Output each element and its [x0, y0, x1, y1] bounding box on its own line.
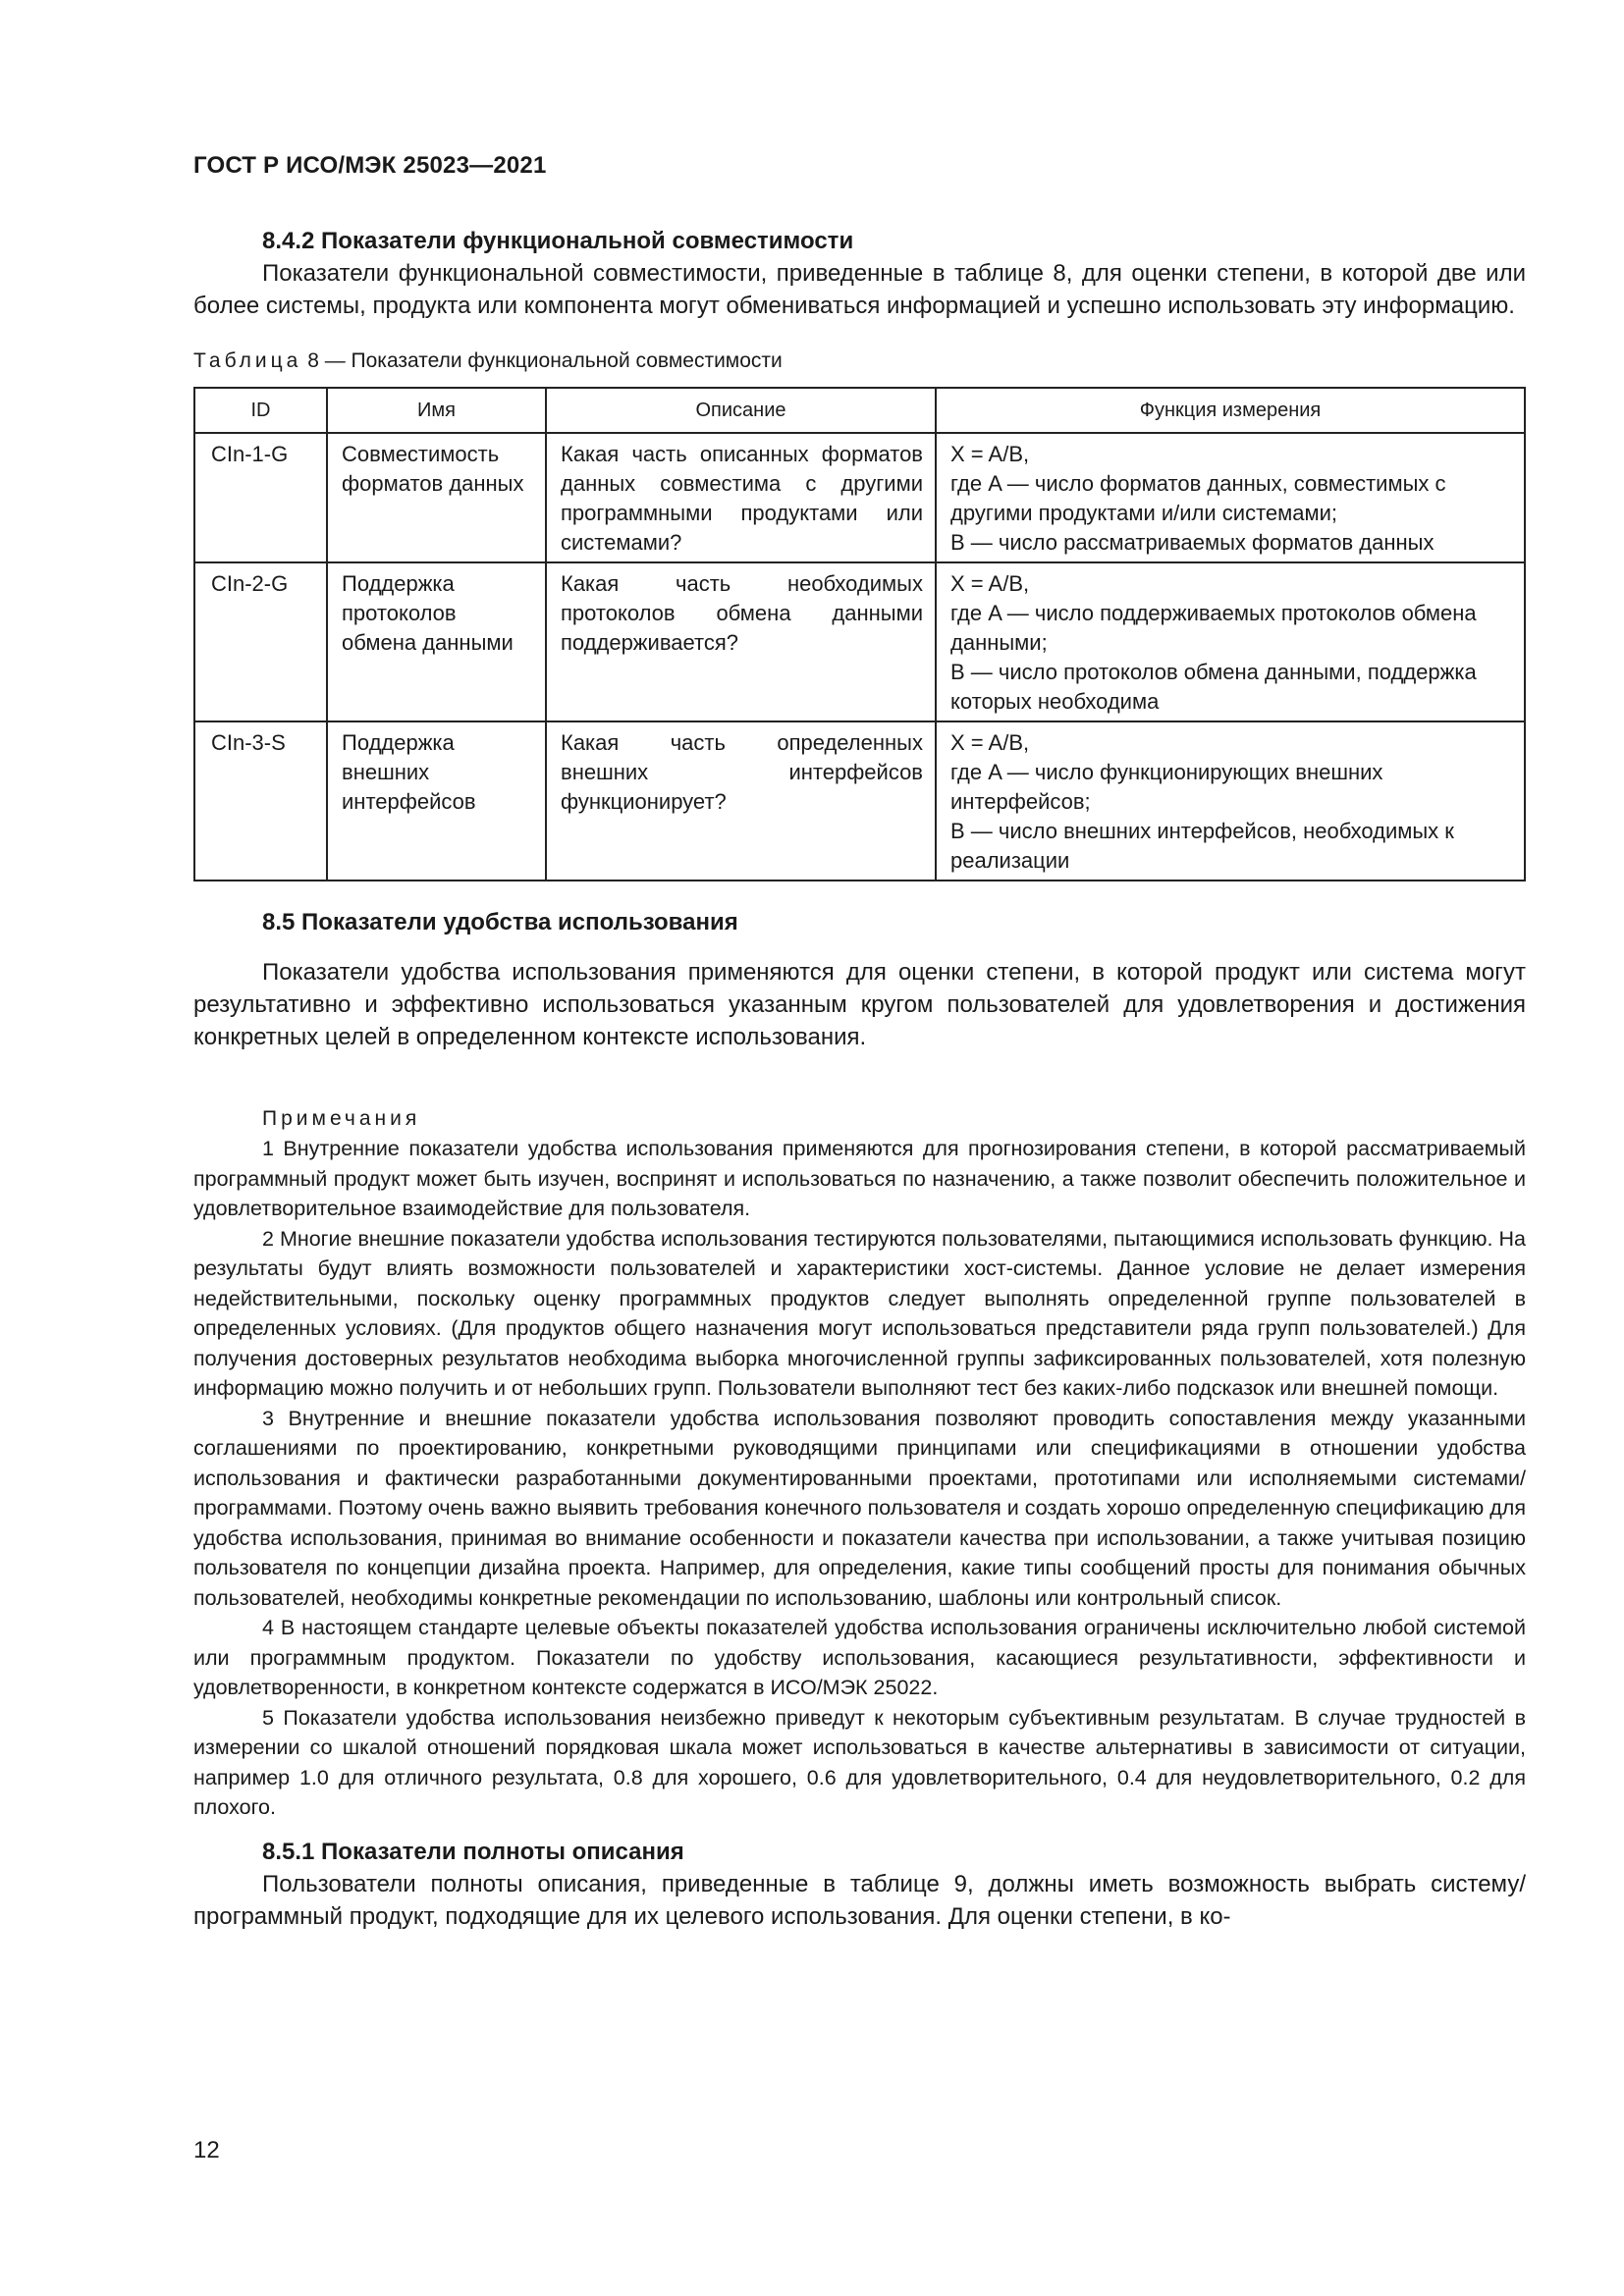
note-item: 1 Внутренние показатели удобства использования применяются для прогнозирования степени, в которой рассматриваемый программный продукт может быть изучен, воспринят и использоваться по назначению, а также позволит обеспечить положительное и удовлетворительное взаимодействие для пользователя.	[193, 1137, 1526, 1220]
cell-description: Какая часть необходимых протоколов обмена данными поддерживается?	[546, 562, 936, 721]
function-line: B — число внешних интерфейсов, необходимых к реализации	[950, 819, 1454, 873]
function-line: B — число рассматриваемых форматов данных	[950, 530, 1435, 555]
section-8-5-1-title: 8.5.1 Показатели полноты описания	[262, 1838, 684, 1865]
column-header-description: Описание	[546, 388, 936, 433]
cell-name: Поддержка протоколов обмена данными	[327, 562, 546, 721]
table-caption-text: 8 — Показатели функциональной совместимости	[307, 349, 783, 372]
spacer	[193, 1823, 1526, 1837]
table-row	[194, 562, 1525, 721]
function-line: B — число протоколов обмена данными, поддержка которых необходима	[950, 660, 1477, 714]
table-header-row	[194, 388, 1525, 433]
note-item: 2 Многие внешние показатели удобства использования тестируются пользователями, пытающимися использовать функцию. На результаты будут влиять возможности пользователей и характеристики хост-системы. Данное условие не делает измерения недействительными, поскольку оценку программных продуктов следует выполнять определенной группе пользователей в определенных условиях. (Для продуктов общего назначения могут использоваться представители ряда групп пользователей.) Для получения достоверных результатов необходима выборка многочисленной группы зафиксированных пользователей, хотя полезную информацию можно получить и от небольших групп. Пользователи выполняют тест без каких-либо подсказок или внешней помощи.	[193, 1226, 1526, 1400]
column-header-name: Имя	[327, 388, 546, 433]
cell-description: Какая часть описанных форматов данных совместима с другими программными продуктами или системами?	[546, 433, 936, 562]
note-item: 3 Внутренние и внешние показатели удобства использования позволяют проводить сопоставления между указанными соглашениями по проектированию, конкретными руководящими принципами или спецификациями в отношении удобства использования и фактически разработанными документированными проектами, прототипами или исполняемыми системами/программами. Поэтому очень важно выявить требования конечного пользователя и создать хорошо определенную спецификацию для удобства использования, принимая во внимание особенности и показатели качества при использовании, а также учитывая позицию пользователя по концепции дизайна проекта. Например, для определения, какие типы сообщений просты для понимания обычных пользователей, необходимы конкретные рекомендации по использованию, шаблоны или контрольный список.	[193, 1406, 1526, 1610]
cell-function	[936, 721, 1525, 881]
section-8-4-2-paragraph: Показатели функциональной совместимости, приведенные в таблице 8, для оценки степени, в которой две или более системы, продукта или компонента могут обмениваться информацией и успешно использовать эту информацию.	[193, 260, 1526, 319]
function-line: X = A/B,	[950, 442, 1030, 466]
spacer	[193, 938, 1526, 956]
function-line: X = A/B,	[950, 730, 1030, 755]
section-8-5-1-paragraph: Пользователи полноты описания, приведенные в таблице 9, должны иметь возможность выбрать систему/программный продукт, подходящие для их целевого использования. Для оценки степени, в ко-	[193, 1870, 1526, 1930]
section-8-4-2-title: 8.4.2 Показатели функциональной совместимости	[262, 228, 854, 254]
function-line: где A — число поддерживаемых протоколов обмена данными;	[950, 601, 1477, 655]
function-line: где A — число форматов данных, совместимых с другими продуктами и/или системами;	[950, 471, 1446, 525]
table-row	[194, 721, 1525, 881]
document-code-header: ГОСТ Р ИСО/МЭК 25023—2021	[193, 152, 547, 179]
column-header-id: ID	[194, 388, 327, 433]
cell-id: CIn-1-G	[194, 433, 327, 562]
cell-name: Поддержка внешних интерфейсов	[327, 721, 546, 881]
function-line: где A — число функционирующих внешних интерфейсов;	[950, 760, 1383, 814]
cell-id: CIn-3-S	[194, 721, 327, 881]
table-8-interoperability-metrics	[193, 387, 1526, 881]
cell-function	[936, 562, 1525, 721]
note-item: 4 В настоящем стандарте целевые объекты показателей удобства использования ограничены исключительно любой системой или программным продуктом. Показатели по удобству использования, касающиеся результативности, эффективности и удовлетворенности, в конкретном контексте содержатся в ИСО/МЭК 25022.	[193, 1616, 1526, 1699]
cell-name: Совместимость форматов данных	[327, 433, 546, 562]
section-8-5-paragraph: Показатели удобства использования применяются для оценки степени, в которой продукт или система могут результативно и эффективно использоваться указанным кругом пользователей для удовлетворения и достижения конкретных целей в определенном контексте использования.	[193, 959, 1526, 1050]
spacer	[193, 881, 1526, 907]
note-item: 5 Показатели удобства использования неизбежно приведут к некоторым субъективным результатам. В случае трудностей в измерении со шкалой отношений порядковая шкала может использоваться в качестве альтернативы в зависимости от ситуации, например 1.0 для отличного результата, 0.8 для хорошего, 0.6 для удовлетворительного, 0.4 для неудовлетворительного, 0.2 для плохого.	[193, 1705, 1526, 1819]
section-8-5-title: 8.5 Показатели удобства использования	[262, 909, 738, 935]
function-line: X = A/B,	[950, 571, 1030, 596]
table-8-caption	[193, 347, 1526, 375]
cell-function	[936, 433, 1525, 562]
cell-description: Какая часть определенных внешних интерфейсов функционирует?	[546, 721, 936, 881]
page-number: 12	[193, 2137, 220, 2163]
column-header-function: Функция измерения	[936, 388, 1525, 433]
table-caption-label: Таблица	[193, 349, 302, 372]
spacer	[193, 1053, 1526, 1104]
cell-id: CIn-2-G	[194, 562, 327, 721]
notes-title: Примечания	[262, 1107, 421, 1130]
page-content	[193, 226, 1526, 1933]
table-row	[194, 433, 1525, 562]
